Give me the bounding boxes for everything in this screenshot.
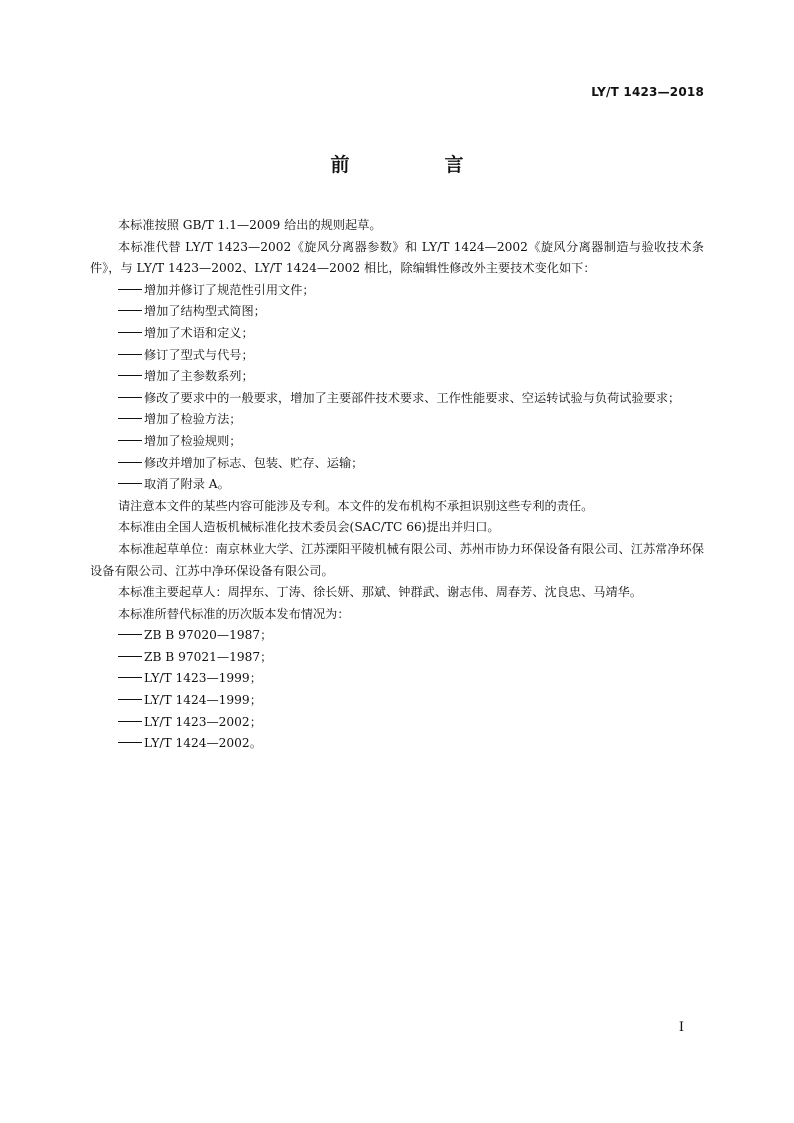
dash-icon [118,474,144,496]
list-item [118,280,704,302]
history-item-text: LY/T 1423—2002； [144,714,262,729]
list-item [118,323,704,345]
standard-code: LY/T 1423—2018 [591,85,704,99]
paragraph: 本标准所替代标准的历次版本发布情况为： [118,606,350,621]
paragraph: 本标准起草单位：南京林业大学、江苏溧阳平陵机械有限公司、苏州市协力环保设备有限公司、江苏常净环保设备有限公司、江苏中净环保设备有限公司。 [90,541,704,578]
dash-icon [118,431,144,453]
list-item-text: 增加了主参数系列； [144,369,254,384]
history-item-text: LY/T 1424—1999； [144,693,262,708]
paragraph: 本标准主要起草人：周捍东、丁涛、徐长妍、那斌、钟群武、谢志伟、周春芳、沈良忠、马靖华。 [118,585,643,600]
paragraph: 本标准按照 GB/T 1.1—2009 给出的规则起草。 [118,218,382,232]
dash-icon [118,366,144,388]
list-item-text: 增加了结构型式简图； [144,304,266,319]
list-item-text: 增加了检验规则； [144,433,242,448]
paragraph: 请注意本文件的某些内容可能涉及专利。本文件的发布机构不承担识别这些专利的责任。 [118,498,594,513]
list-item [118,431,704,453]
dash-icon [118,345,144,367]
dash-icon [118,668,144,690]
dash-icon [118,733,144,755]
dash-icon [118,301,144,323]
history-item-text: ZB B 97021—1987； [144,649,273,664]
list-item [118,388,704,410]
dash-icon [118,647,144,669]
history-item [118,733,704,755]
list-item [118,474,704,496]
list-item-text: 修改并增加了标志、包装、贮存、运输； [144,455,364,470]
list-item-text: 增加了检验方法； [144,412,242,427]
page-title: 前 言 [330,154,502,176]
history-item [118,690,704,712]
history-item [118,625,704,647]
list-item-text: 取消了附录 A。 [144,477,230,492]
history-item-text: LY/T 1424—2002。 [144,736,262,751]
list-item [118,453,704,475]
paragraph: 本标准代替 LY/T 1423—2002《旋风分离器参数》和 LY/T 1424—2002《旋风分离器制造与验收技术条件》，与 LY/T 1423—2002、LY/T 1424—2002 相比，除编辑性修改外主要技术变化如下： [90,239,704,276]
dash-icon [118,712,144,734]
history-item-text: ZB B 97020—1987； [144,628,273,643]
list-item [118,366,704,388]
dash-icon [118,388,144,410]
foreword-body [90,215,704,755]
list-item-text: 增加了术语和定义； [144,325,254,340]
list-item [118,345,704,367]
history-item [118,712,704,734]
list-item [118,409,704,431]
dash-icon [118,690,144,712]
dash-icon [118,625,144,647]
dash-icon [118,453,144,475]
history-item [118,647,704,669]
paragraph: 本标准由全国人造板机械标准化技术委员会(SAC/TC 66)提出并归口。 [118,520,500,535]
dash-icon [118,280,144,302]
page-number: I [678,1020,684,1035]
dash-icon [118,409,144,431]
history-item-text: LY/T 1423—1999； [144,671,262,686]
list-item-text: 增加并修订了规范性引用文件； [144,282,315,297]
list-item-text: 修改了要求中的一般要求，增加了主要部件技术要求、工作性能要求、空运转试验与负荷试验要求； [144,390,681,405]
history-item [118,668,704,690]
dash-icon [118,323,144,345]
list-item-text: 修订了型式与代号； [144,347,254,362]
list-item [118,301,704,323]
